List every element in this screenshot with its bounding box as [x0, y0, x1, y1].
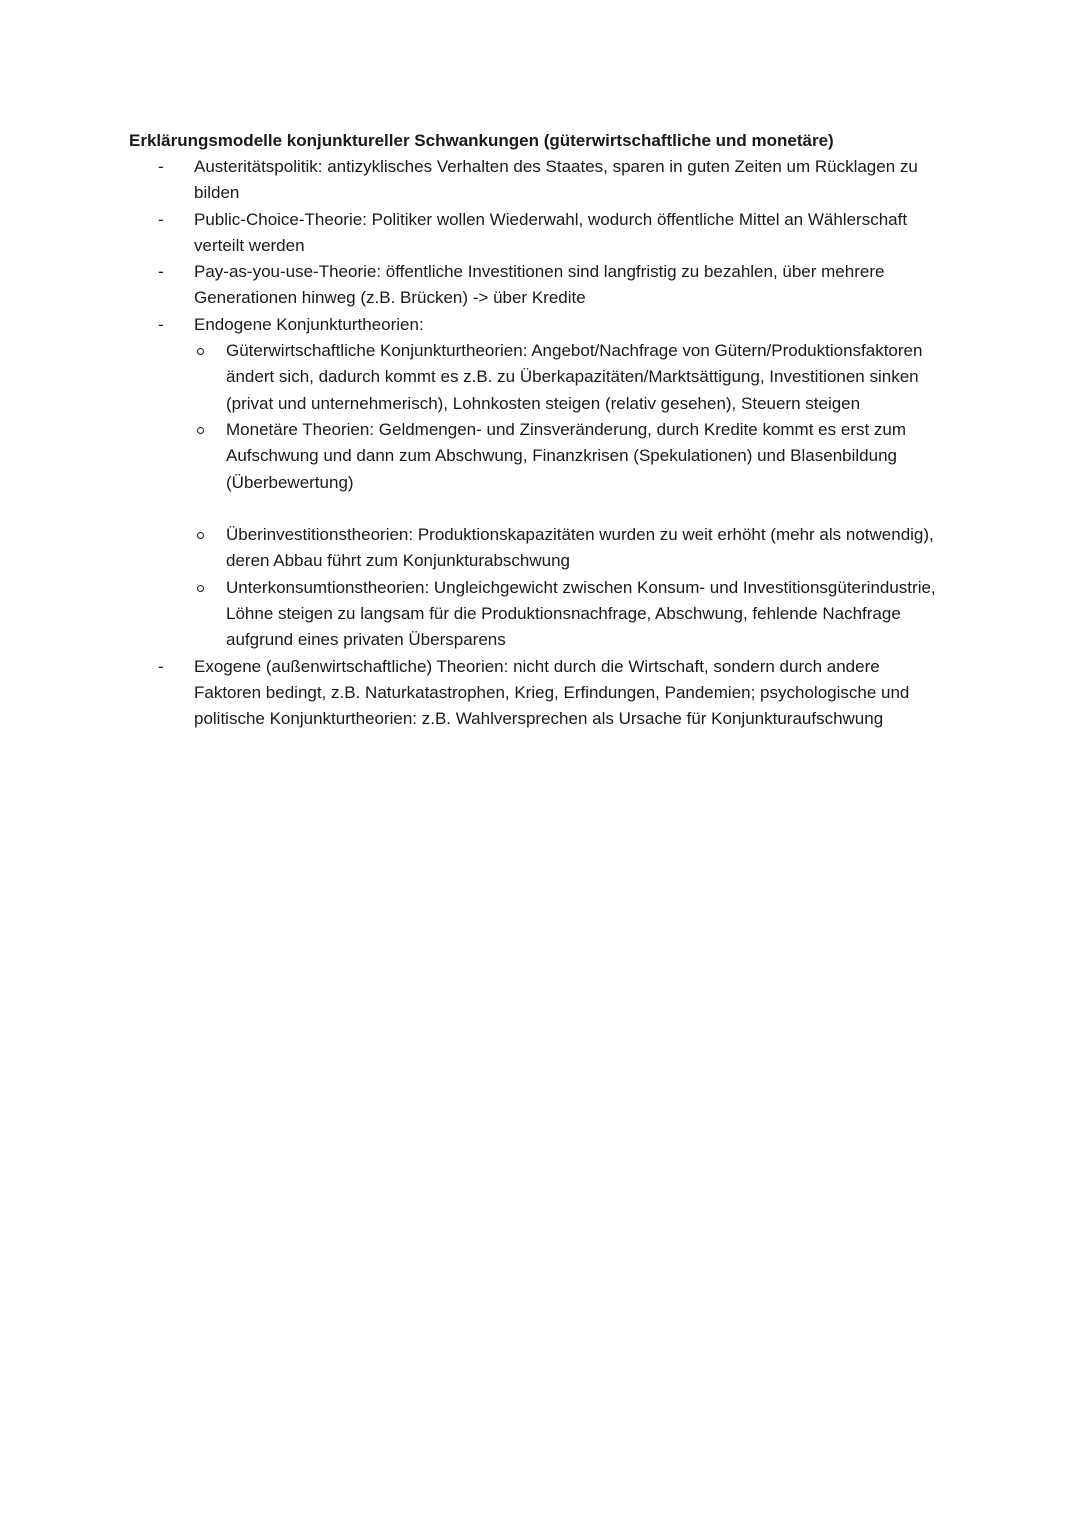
document-content — [129, 128, 939, 733]
sublist-item-ueberinvestition — [194, 522, 939, 575]
dash-bullet: - — [158, 314, 164, 334]
sublist-item-text: Güterwirtschaftliche Konjunkturtheorien: Angebot/Nachfrage von Gütern/Produktionsfaktoren ändert sich, dadurch kommt es z.B. zu Überkapazitäten/Marktsättigung, Investitionen sinken (privat und unternehmerisch), Lohnkosten steigen (relativ gesehen), Steuern steigen — [226, 341, 923, 413]
list-item-exogene — [129, 654, 939, 733]
list-item-text: Austeritätspolitik: antizyklisches Verhalten des Staates, sparen in guten Zeiten um Rücklagen zu bilden — [194, 157, 918, 203]
list-item-endogene — [129, 312, 939, 654]
dash-bullet: - — [158, 209, 164, 229]
list-item-text: Pay-as-you-use-Theorie: öffentliche Investitionen sind langfristig zu bezahlen, über mehrere Generationen hinweg (z.B. Brücken) -> über Kredite — [194, 262, 885, 308]
sublist-item-text: Monetäre Theorien: Geldmengen- und Zinsveränderung, durch Kredite kommt es erst zum Aufschwung und dann zum Abschwung, Finanzkrisen (Spekulationen) und Blasenbildung (Überbewertung) — [226, 419, 907, 492]
circle-bullet-icon — [197, 532, 204, 539]
dash-bullet: - — [158, 262, 164, 282]
endogene-sublist — [194, 338, 939, 654]
list-item-austeritaetspolitik — [129, 154, 939, 207]
circle-bullet-icon — [197, 585, 204, 592]
sublist-item-text: Überinvestitionstheorien: Produktionskapazitäten wurden zu weit erhöht (mehr als notwendig), deren Abbau führt zum Konjunkturabschwung — [226, 525, 934, 571]
circle-bullet-icon — [197, 427, 204, 434]
list-item-text: Endogene Konjunkturtheorien: — [194, 314, 424, 334]
dash-bullet: - — [158, 157, 164, 176]
list-item-text: Exogene (außenwirtschaftliche) Theorien: nicht durch die Wirtschaft, sondern durch andere Faktoren bedingt, z.B. Naturkatastrophen, Krieg, Erfindungen, Pandemien; psychologische und politische Konjunkturtheorien: z.B. Wahlversprechen als Ursache für Konjunkturaufschwung — [194, 656, 910, 729]
list-item-public-choice — [129, 207, 939, 260]
dash-bullet: - — [158, 656, 164, 676]
list-item-text: Public-Choice-Theorie: Politiker wollen Wiederwahl, wodurch öffentliche Mittel an Wählerschaft verteilt werden — [194, 209, 908, 255]
sublist-item-text: Unterkonsumtionstheorien: Ungleichgewicht zwischen Konsum- und Investitionsgüterindustrie, Löhne steigen zu langsam für die Produktionsnachfrage, Abschwung, fehlende Nachfrage aufgrund eines privaten Übersparens — [226, 577, 936, 650]
page-title: Erklärungsmodelle konjunktureller Schwankungen (güterwirtschaftliche und monetäre) — [129, 131, 834, 150]
sublist-item-gueterwirtschaftlich — [194, 338, 939, 417]
theory-list — [129, 154, 939, 733]
sublist-item-monetaer — [194, 417, 939, 496]
list-item-pay-as-you-use — [129, 259, 939, 312]
circle-bullet-icon — [197, 348, 204, 355]
sublist-item-unterkonsumtion — [194, 575, 939, 654]
